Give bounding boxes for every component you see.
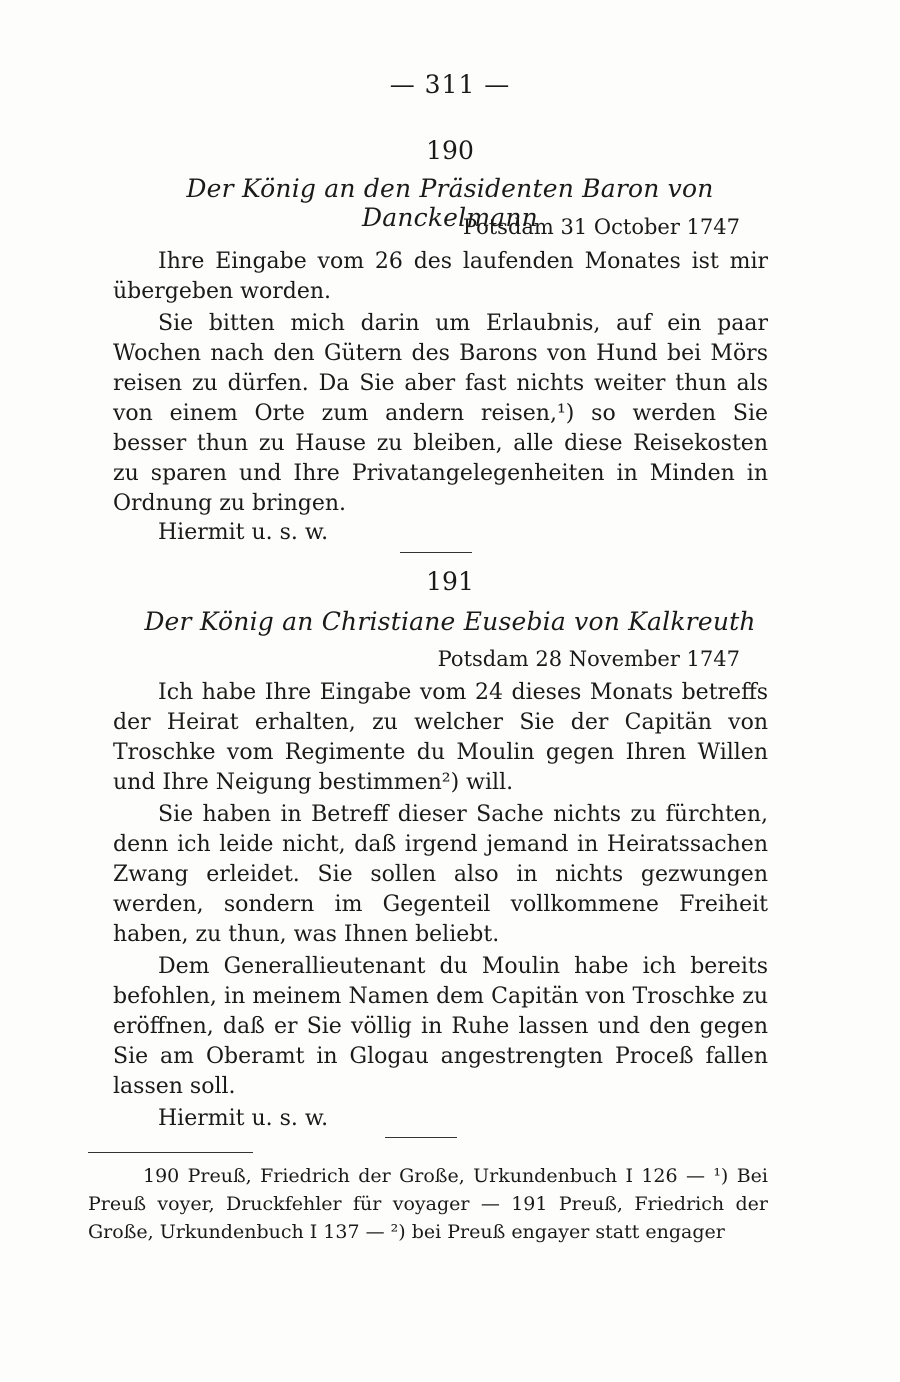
footnote-rule (88, 1152, 253, 1153)
letter-closing: Hiermit u. s. w. (158, 520, 329, 545)
letter-title: Der König an Christiane Eusebia von Kalkreuth (144, 607, 756, 636)
letter-place-date: Potsdam 28 November 1747 (437, 647, 740, 671)
letter-title: Der König an den Präsidenten Baron von Danckelmann (186, 174, 714, 232)
letter-paragraph: Sie bitten mich darin um Erlaubnis, auf ein paar Wochen nach den Gütern des Barons von Hund bei Mörs reisen zu dürfen. Da Sie aber fast nichts weiter thun als von einem Orte zum andern reisen,¹) so werden Sie besser thun zu Hause zu bleiben, alle diese Reisekosten zu sparen und Ihre Privatangelegenheiten in Minden in Ordnung zu bringen. (113, 311, 768, 516)
page-number: — 311 — (389, 70, 511, 99)
letter-paragraph: Ich habe Ihre Eingabe vom 24 dieses Monats betreffs der Heirat erhalten, zu welcher Sie der Capitän von Troschke vom Regimente du Moulin gegen Ihren Willen und Ihre Neigung bestimmen²) will. (113, 680, 768, 795)
letter-number: 191 (426, 567, 474, 596)
separator-rule (385, 1137, 457, 1138)
letter-place-date: Potsdam 31 October 1747 (462, 215, 740, 239)
letter-closing: Hiermit u. s. w. (158, 1106, 329, 1131)
footnotes: 190 Preuß, Friedrich der Große, Urkundenbuch I 126 — ¹) Bei Preuß voyer, Druckfehler für voyager — 191 Preuß, Friedrich der Große, Urkundenbuch I 137 — ²) bei Preuß engayer statt engager (88, 1165, 768, 1243)
separator-rule (400, 552, 472, 553)
letter-paragraph: Ihre Eingabe vom 26 des laufenden Monates ist mir übergeben worden. (113, 249, 768, 304)
letter-paragraph: Dem Generallieutenant du Moulin habe ich bereits befohlen, in meinem Namen dem Capitän von Troschke zu eröffnen, daß er Sie völlig in Ruhe lassen und den gegen Sie am Oberamt in Glogau angestrengten Proceß fallen lassen soll. (113, 954, 768, 1099)
letter-paragraph: Sie haben in Betreff dieser Sache nichts zu fürchten, denn ich leide nicht, daß irgend jemand in Heiratssachen Zwang erleidet. Sie sollen also in nichts gezwungen werden, sondern im Gegenteil vollkommene Freiheit haben, zu thun, was Ihnen beliebt. (113, 802, 768, 947)
letter-number: 190 (426, 136, 474, 165)
